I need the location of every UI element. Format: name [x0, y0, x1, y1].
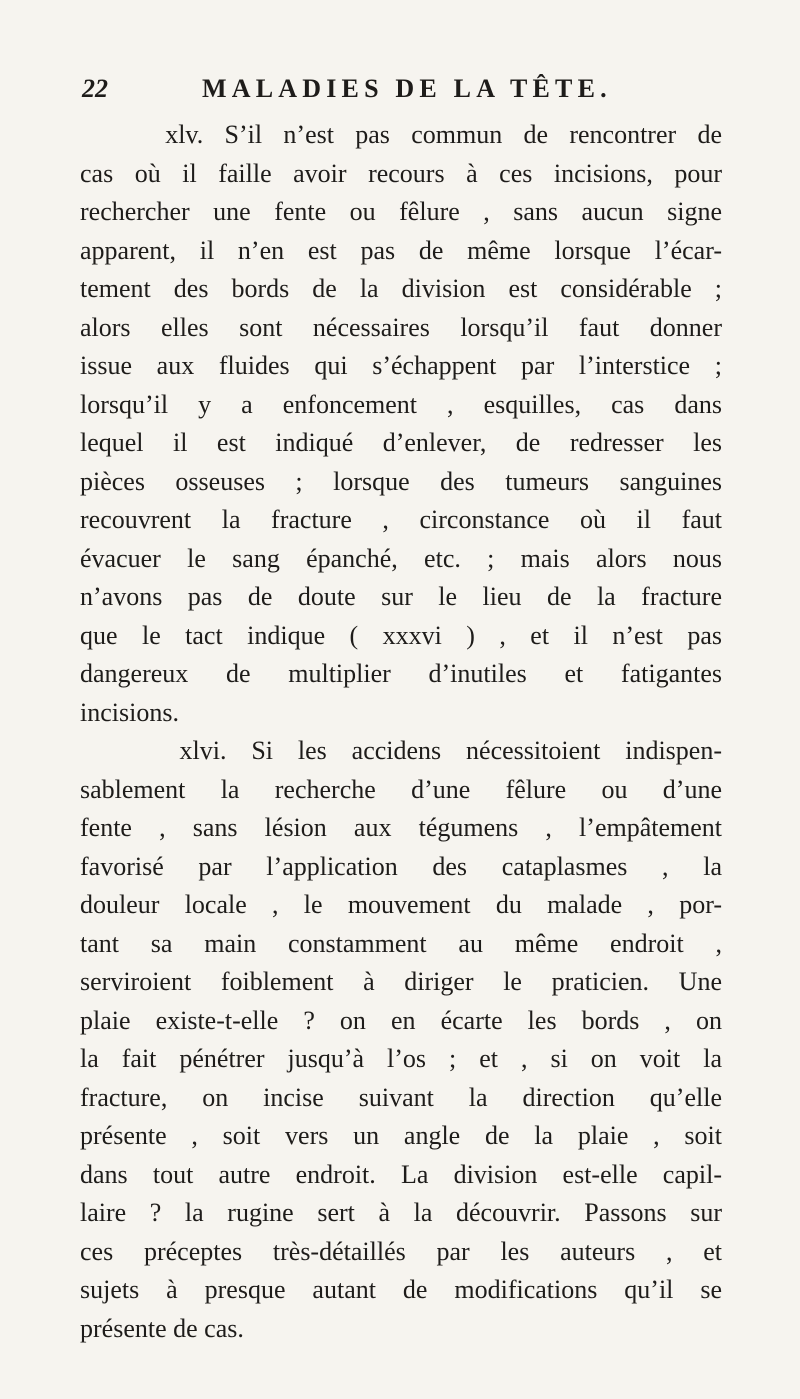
- page-header: [82, 74, 722, 108]
- text-line: fente , sans lésion aux tégumens , l’empâtement: [80, 813, 722, 842]
- text-line: tant sa main constamment au même endroit ,: [80, 928, 722, 958]
- text-line: xlv. S’il n’est pas commun de rencontrer de: [80, 120, 722, 149]
- text-line: évacuer le sang épanché, etc. ; mais alors nous: [80, 543, 722, 573]
- text-line: sablement la recherche d’une fêlure ou d’une: [80, 774, 722, 804]
- text-line: lequel il est indiqué d’enlever, de redresser les: [80, 428, 722, 457]
- text-line: sujets à presque autant de modifications qu’il se: [80, 1275, 722, 1304]
- text-line: dans tout autre endroit. La division est-elle capil-: [80, 1159, 722, 1189]
- text-line: lorsqu’il y a enfoncement , esquilles, cas dans: [80, 389, 722, 419]
- running-title: MALADIES DE LA TÊTE.: [202, 74, 612, 103]
- text-line: que le tact indique ( xxxvi ) , et il n’est pas: [80, 620, 722, 650]
- text-line: plaie existe-t-elle ? on en écarte les bords , on: [80, 1005, 722, 1035]
- text-line: pièces osseuses ; lorsque des tumeurs sanguines: [80, 466, 722, 496]
- text-line: serviroient foiblement à diriger le praticien. Une: [80, 967, 722, 996]
- text-line: incisions.: [80, 697, 179, 727]
- text-line: laire ? la rugine sert à la découvrir. Passons sur: [80, 1198, 722, 1227]
- paragraph-46: [80, 732, 722, 1348]
- paragraph-45: [80, 116, 722, 732]
- text-line: tement des bords de la division est considérable ;: [80, 274, 722, 303]
- body-text: [80, 116, 722, 1348]
- text-line: alors elles sont nécessaires lorsqu’il faut donner: [80, 312, 722, 342]
- text-line: favorisé par l’application des cataplasmes , la: [80, 851, 722, 881]
- text-line: issue aux fluides qui s’échappent par l’interstice ;: [80, 351, 722, 380]
- text-line: douleur locale , le mouvement du malade , por-: [80, 890, 722, 919]
- text-line: dangereux de multiplier d’inutiles et fatigantes: [80, 659, 722, 688]
- text-line: ces préceptes très-détaillés par les auteurs , et: [80, 1236, 722, 1266]
- text-line: n’avons pas de doute sur le lieu de la fracture: [80, 582, 722, 611]
- text-line: la fait pénétrer jusqu’à l’os ; et , si on voit la: [80, 1044, 722, 1073]
- text-line: xlvi. Si les accidens nécessitoient indispen-: [80, 736, 722, 765]
- page-number: 22: [82, 74, 108, 103]
- text-line: fracture, on incise suivant la direction qu’elle: [80, 1082, 722, 1112]
- text-line: présente , soit vers un angle de la plaie , soit: [80, 1121, 722, 1150]
- text-line: rechercher une fente ou fêlure , sans aucun signe: [80, 197, 722, 226]
- text-line: présente de cas.: [80, 1313, 244, 1343]
- text-line: apparent, il n’en est pas de même lorsque l’écar-: [80, 235, 722, 265]
- text-line: cas où il faille avoir recours à ces incisions, pour: [80, 158, 722, 188]
- text-line: recouvrent la fracture , circonstance où il faut: [80, 505, 722, 534]
